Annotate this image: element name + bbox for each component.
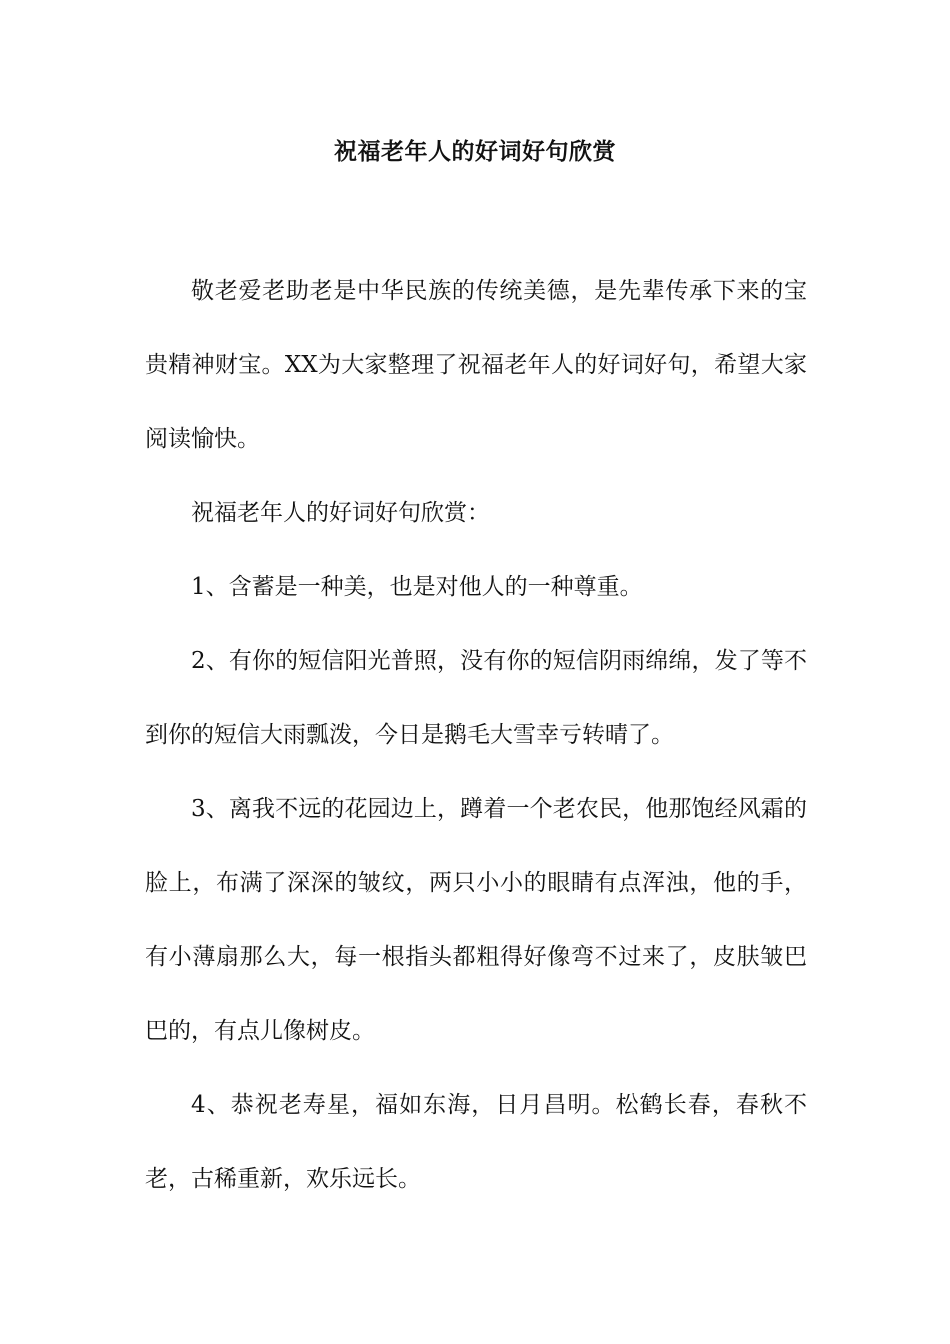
paragraph-item-1: 1、含蓄是一种美，也是对他人的一种尊重。 xyxy=(191,574,643,600)
document-body xyxy=(145,254,807,1216)
paragraph-intro: 敬老爱老助老是中华民族的传统美德，是先辈传承下来的宝贵精神财宝。XX为大家整理了祝福老年人的好词好句，希望大家阅读愉快。 xyxy=(145,278,807,452)
document-title: 祝福老年人的好词好句欣赏 xyxy=(334,139,616,165)
paragraph-item-4: 4、恭祝老寿星，福如东海，日月昌明。松鹤长春，春秋不老，古稀重新，欢乐远长。 xyxy=(145,1092,807,1192)
paragraph-item-2: 2、有你的短信阳光普照，没有你的短信阴雨绵绵，发了等不到你的短信大雨瓢泼，今日是鹅毛大雪幸亏转晴了。 xyxy=(145,648,807,748)
paragraph-item-3: 3、离我不远的花园边上，蹲着一个老农民，他那饱经风霜的脸上，布满了深深的皱纹，两只小小的眼睛有点浑浊，他的手，有小薄扇那么大，每一根指头都粗得好像弯不过来了，皮肤皱巴巴的，有点儿像树皮。 xyxy=(145,796,807,1044)
paragraph-heading: 祝福老年人的好词好句欣赏： xyxy=(191,500,490,526)
